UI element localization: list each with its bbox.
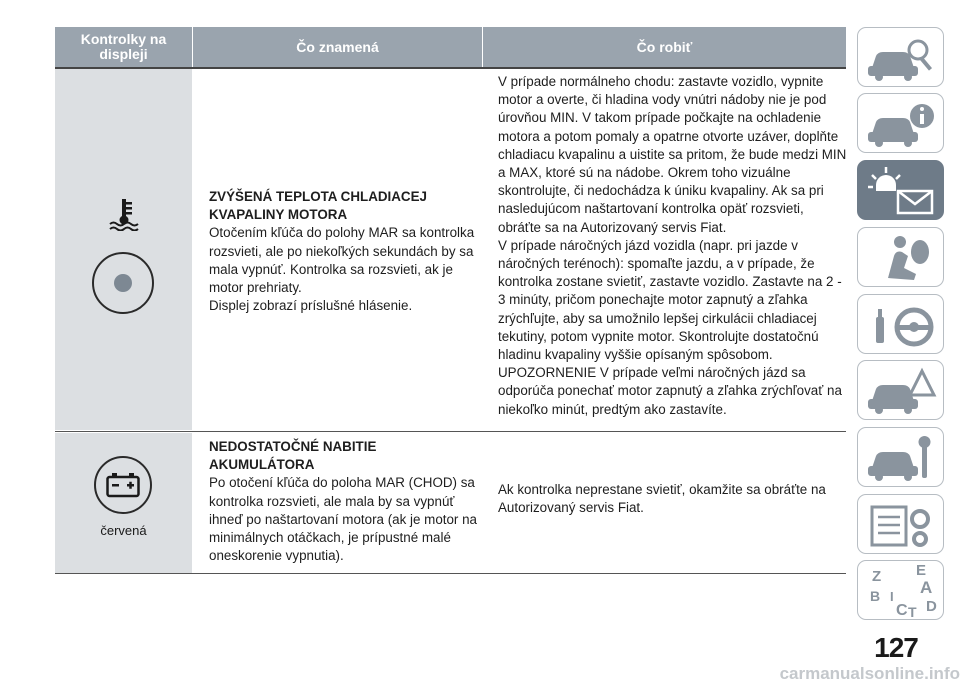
specs-gears-icon (858, 495, 945, 555)
battery-indicator (94, 456, 152, 514)
row-2-meaning-text: Po otočení kľúča do poloha MAR (CHOD) sa kontrolka rozsvieti, ale mala by sa vypnúť ihneď po naštartovaní motora (ak je motor na minimálnych otáčkach, je prípustné malé oneskorenie vypnutia). (209, 475, 478, 564)
index-letter: C (896, 602, 908, 619)
car-search-icon (858, 28, 945, 88)
row-1-meaning-text-2: Displej zobrazí príslušné hlásenie. (209, 298, 413, 314)
index-letter: I (890, 589, 894, 604)
airbag-seat-icon (858, 228, 945, 288)
display-indicator-circle (92, 252, 154, 314)
row-2-meaning (209, 438, 481, 565)
row-2-meaning-title: NEDOSTATOČNÉ NABITIE AKUMULÁTORA (209, 439, 377, 473)
index-letter: D (926, 598, 937, 615)
watermark: carmanualsonline.info (779, 664, 960, 683)
row-1-meaning-title: ZVÝŠENÁ TEPLOTA CHLADIACEJ KVAPALINY MOTORA (209, 189, 427, 223)
index-letter: B (870, 588, 881, 604)
row-2-action-text: Ak kontrolka neprestane svietiť, okamžite sa obráťte na Autorizovaný servis Fiat. (498, 482, 826, 516)
chapter-tab-car-info[interactable] (857, 93, 944, 153)
index-letter: T (908, 604, 917, 620)
row-1-action-text-2: V prípade náročných jázd vozidla (napr. pri jazde v náročných terénoch): spomaľte jazdu, a v prípade, že kontrolka zostane svietiť, zastavte vozidlo. Zastavte na 2 - 3 minúty, pričom ponechajte motor zapnutý a zľahka zrýchľujte, aby sa umožnilo lepšej cirkulácii chladiacej tekutiny, potom vypnite motor. Skontrolujte dostatočnú hladinu kvapaliny vyššie opísaným spôsobom. (498, 237, 842, 363)
car-info-icon (858, 94, 945, 154)
chapter-tab-safety[interactable] (857, 227, 944, 287)
chapter-tab-warning-lights[interactable] (857, 160, 944, 220)
car-breakdown-icon (858, 361, 945, 421)
chapter-tab-index[interactable] (857, 560, 944, 620)
chapter-tab-emergency[interactable] (857, 360, 944, 420)
row-1-meaning-text-1: Otočením kľúča do polohy MAR sa kontrolka rozsvieti, ale po niekoľkých sekundách by sa mala vypnúť. Kontrolka sa rozsvieti, ak je motor prehriaty. (209, 225, 475, 296)
row-1-action-text-3: UPOZORNENIE V prípade veľmi náročných jázd sa odporúča ponechať motor zapnutý a zľahka zrýchľovať na niekoľko minút, predtým ako zastavíte. (498, 365, 842, 417)
row-1-meaning (209, 188, 481, 315)
alphabet-index-icon (858, 561, 945, 621)
battery-icon (106, 472, 140, 498)
table-bottom-rule (55, 573, 846, 574)
header-meaning: Čo znamená (193, 27, 482, 67)
steering-wheel-key-icon (858, 295, 945, 355)
indicator-dot (114, 274, 132, 292)
index-letter: E (916, 562, 927, 579)
index-letter: Z (872, 568, 882, 585)
indicator-column-row-1 (55, 69, 192, 430)
row-1-action-text-1: V prípade normálneho chodu: zastavte vozidlo, vypnite motor a overte, či hladina vody vnútri nádoby nie je pod úrovňou MIN. V takom prípade počkajte na ochladenie motora a potom pomaly a opatrne otvorte uzáver, doplňte chladiacu kvapalinu a uistite sa pritom, že bude medzi MIN a MAX, ktoré sú na nádobe. Okrem toho vizuálne skontrolujte, či nedochádza k úniku kvapaliny. Ak sa pri nasledujúcom naštartovaní kontrolka opäť rozsvieti, obráťte sa na Autorizovaný servis Fiat. (498, 74, 847, 235)
warning-light-envelope-icon (858, 161, 945, 221)
row-2-action (498, 481, 843, 517)
chapter-tab-maintenance[interactable] (857, 427, 944, 487)
header-indicators: Kontrolky na displeji (55, 27, 192, 67)
header-action: Čo robiť (483, 27, 846, 67)
car-wrench-icon (858, 428, 945, 488)
chapter-tab-car-search[interactable] (857, 27, 944, 87)
row-divider (55, 431, 846, 432)
index-letter: A (920, 578, 933, 597)
chapter-tab-starting-driving[interactable] (857, 294, 944, 354)
chapter-tab-specifications[interactable] (857, 494, 944, 554)
coolant-temperature-icon (108, 197, 140, 231)
page-number: 127 (874, 632, 918, 663)
row-1-action (498, 73, 848, 419)
indicator-color-label: červená (100, 523, 147, 538)
